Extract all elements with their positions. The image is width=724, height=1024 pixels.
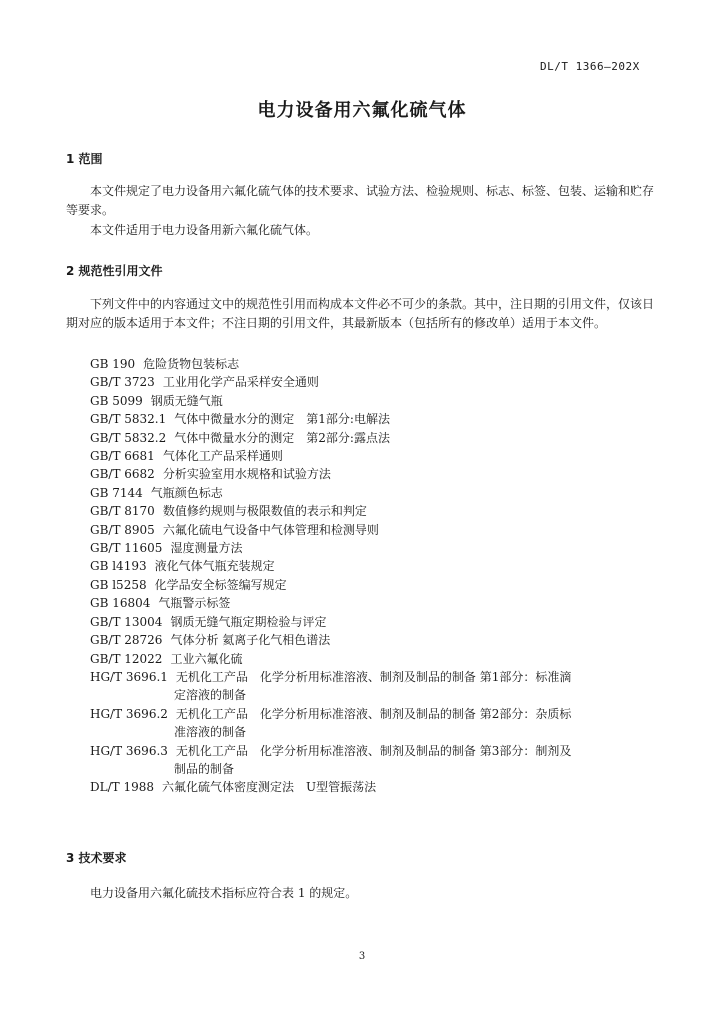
reference-title: 工业用化学产品采样安全通则 <box>162 375 319 390</box>
reference-item <box>90 465 670 483</box>
section-2-heading: 2 规范性引用文件 <box>66 264 163 278</box>
reference-code: GB l4193 <box>90 559 147 574</box>
section-1-paragraph-2: 本文件适用于电力设备用新六氟化硫气体。 <box>90 223 319 237</box>
section-3-heading: 3 技术要求 <box>66 851 127 865</box>
reference-code: GB l5258 <box>90 577 147 592</box>
reference-code: GB/T 28726 <box>90 633 163 648</box>
reference-item <box>90 576 670 594</box>
reference-code: GB/T 13004 <box>90 614 163 629</box>
reference-code: HG/T 3696.2 <box>90 706 168 721</box>
reference-title: 气体中微量水分的测定 第1部分:电解法 <box>174 412 390 427</box>
reference-title: 工业六氟化硫 <box>170 651 243 666</box>
reference-item <box>90 355 670 373</box>
reference-title: 气体分析 氦离子化气相色谱法 <box>170 633 331 648</box>
reference-item <box>90 557 670 575</box>
reference-code: HG/T 3696.3 <box>90 743 168 758</box>
reference-title: 气体化工产品采样通则 <box>162 449 283 464</box>
reference-code: HG/T 3696.1 <box>90 669 168 684</box>
reference-item <box>90 705 670 742</box>
reference-code: GB/T 6682 <box>90 467 155 482</box>
document-title: 电力设备用六氟化硫气体 <box>257 100 467 121</box>
reference-item <box>90 650 670 668</box>
reference-title: 六氟化硫电气设备中气体管理和检测导则 <box>162 522 379 537</box>
reference-code: GB 7144 <box>90 485 143 500</box>
reference-item <box>90 373 670 391</box>
reference-title: 分析实验室用水规格和试验方法 <box>162 467 331 482</box>
normative-references-list <box>90 355 670 797</box>
reference-item <box>90 778 670 796</box>
reference-title: 气瓶警示标签 <box>158 596 231 611</box>
reference-code: GB 190 <box>90 357 136 371</box>
reference-item <box>90 484 670 502</box>
reference-item <box>90 613 670 631</box>
reference-title: 气瓶颜色标志 <box>150 485 223 500</box>
reference-item <box>90 502 670 520</box>
reference-item <box>90 668 670 705</box>
reference-title: 气体中微量水分的测定 第2部分:露点法 <box>174 430 390 445</box>
reference-item <box>90 539 670 557</box>
reference-item <box>90 429 670 447</box>
reference-code: GB/T 5832.1 <box>90 412 167 427</box>
reference-title: 数值修约规则与极限数值的表示和判定 <box>162 504 367 519</box>
reference-item <box>90 410 670 428</box>
reference-code: GB/T 6681 <box>90 449 155 464</box>
reference-item <box>90 631 670 649</box>
reference-item <box>90 392 670 410</box>
reference-title: 液化气体气瓶充装规定 <box>154 559 275 574</box>
section-1-heading: 1 范围 <box>66 152 103 166</box>
reference-title: 危险货物包装标志 <box>143 357 240 371</box>
reference-title: 无机化工产品 化学分析用标准溶液、制剂及制品的制备 第2部分：杂质标 <box>175 706 572 721</box>
reference-code: GB/T 8170 <box>90 504 155 519</box>
reference-code: GB/T 11605 <box>90 541 163 556</box>
reference-code: GB/T 3723 <box>90 375 155 390</box>
section-2-intro: 下列文件中的内容通过文中的规范性引用而构成本文件必不可少的条款。其中，注日期的引用文件，仅该日期对应的版本适用于本文件；不注日期的引用文件，其最新版本（包括所有的修改单）适用于本文件。 <box>66 297 655 330</box>
reference-code: DL/T 1988 <box>90 780 154 795</box>
page-number: 3 <box>358 951 366 962</box>
reference-title-continuation: 定溶液的制备 <box>174 688 247 703</box>
reference-item <box>90 521 670 539</box>
reference-title-continuation: 制品的制备 <box>174 761 235 776</box>
reference-title: 湿度测量方法 <box>170 541 243 556</box>
section-1-paragraph-1: 本文件规定了电力设备用六氟化硫气体的技术要求、试验方法、检验规则、标志、标签、包装、运输和贮存等要求。 <box>66 184 655 217</box>
reference-code: GB 5099 <box>90 393 143 408</box>
reference-item <box>90 742 670 779</box>
reference-title: 六氟化硫气体密度测定法 U型管振荡法 <box>162 780 377 795</box>
reference-code: GB/T 12022 <box>90 651 163 666</box>
reference-code: GB/T 8905 <box>90 522 155 537</box>
standard-code: DL/T 1366—202X <box>540 60 640 73</box>
reference-title: 无机化工产品 化学分析用标准溶液、制剂及制品的制备 第3部分：制剂及 <box>175 743 572 758</box>
reference-title: 钢质无缝气瓶定期检验与评定 <box>170 614 327 629</box>
reference-title-continuation: 准溶液的制备 <box>174 725 247 740</box>
reference-code: GB/T 5832.2 <box>90 430 167 445</box>
reference-item <box>90 594 670 612</box>
reference-item <box>90 447 670 465</box>
reference-title: 钢质无缝气瓶 <box>150 393 223 408</box>
reference-title: 无机化工产品 化学分析用标准溶液、制剂及制品的制备 第1部分：标准滴 <box>175 669 572 684</box>
reference-code: GB 16804 <box>90 596 151 611</box>
section-3-paragraph: 电力设备用六氟化硫技术指标应符合表 1 的规定。 <box>90 886 358 900</box>
reference-title: 化学品安全标签编写规定 <box>154 577 287 592</box>
